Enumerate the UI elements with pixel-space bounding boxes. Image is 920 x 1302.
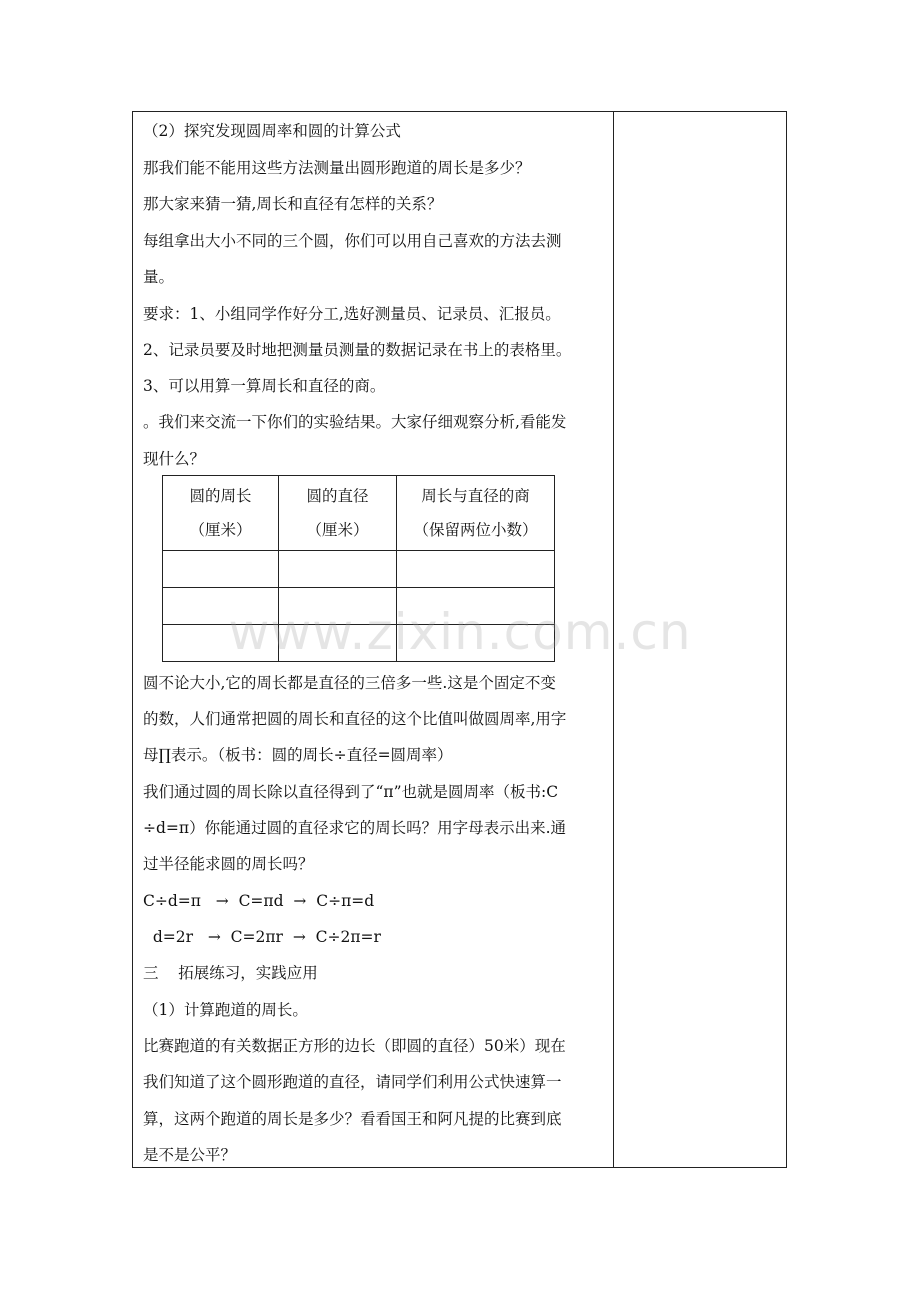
text-line: 我们通过圆的周长除以直径得到了“π”也就是圆周率（板书:C <box>143 783 559 801</box>
table-cell <box>279 551 397 588</box>
header-label: 圆的周长 <box>189 487 252 505</box>
header-unit: （厘米） <box>189 521 252 539</box>
text-line: 量。 <box>143 268 175 286</box>
text-line: ÷d=π）你能通过圆的直径求它的周长吗？用字母表示出来.通 <box>143 819 567 837</box>
exercise-heading: （1）计算跑道的周长。 <box>143 1001 308 1019</box>
formula-line: C÷d=π → C=πd → C÷π=d <box>143 892 375 910</box>
header-cell-quotient <box>397 476 555 551</box>
text-line: 圆不论大小,它的周长都是直径的三倍多一些.这是个固定不变 <box>143 674 556 692</box>
requirement-line: 2、记录员要及时地把测量员测量的数据记录在书上的表格里。 <box>143 341 572 359</box>
table-cell <box>279 588 397 625</box>
text-line: 那大家来猜一猜,周长和直径有怎样的关系？ <box>143 195 443 213</box>
watermark: www.zixin.com.cn <box>228 603 692 661</box>
text-line: 比赛跑道的有关数据正方形的边长（即圆的直径）50米）现在 <box>143 1037 566 1055</box>
text-line: 。我们来交流一下你们的实验结果。大家仔细观察分析,看能发 <box>143 413 567 431</box>
text-line: 是不是公平？ <box>143 1146 237 1164</box>
text-line: 母∏表示。（板书：圆的周长÷直径=圆周率） <box>143 746 453 764</box>
header-label: 周长与直径的商 <box>421 487 530 505</box>
column-divider <box>613 112 614 1167</box>
text-line: 那我们能不能用这些方法测量出圆形跑道的周长是多少？ <box>143 159 531 177</box>
table-cell <box>397 588 555 625</box>
header-unit: （保留两位小数） <box>413 521 538 539</box>
table-cell <box>163 588 279 625</box>
requirement-line: 要求：1、小组同学作好分工,选好测量员、记录员、汇报员。 <box>143 305 561 323</box>
lesson-plan-table <box>132 111 787 1168</box>
table-row <box>163 551 555 588</box>
section-heading-practice: 三 拓展练习，实践应用 <box>143 964 318 982</box>
header-cell-circumference <box>163 476 279 551</box>
table-row <box>163 625 555 662</box>
text-line: 现什么？ <box>143 450 206 468</box>
header-label: 圆的直径 <box>306 487 369 505</box>
table-cell <box>279 625 397 662</box>
text-line: 过半径能求圆的周长吗？ <box>143 855 314 873</box>
text-line: 每组拿出大小不同的三个圆，你们可以用自己喜欢的方法去测 <box>143 232 562 250</box>
header-unit: （厘米） <box>306 521 369 539</box>
header-cell-diameter <box>279 476 397 551</box>
table-cell <box>397 625 555 662</box>
table-cell <box>163 625 279 662</box>
text-line: 的数，人们通常把圆的周长和直径的这个比值叫做圆周率,用字 <box>143 710 567 728</box>
table-header-row <box>163 476 555 551</box>
table-row <box>163 588 555 625</box>
text-line: 我们知道了这个圆形跑道的直径，请同学们利用公式快速算一 <box>143 1073 562 1091</box>
table-cell <box>397 551 555 588</box>
requirement-line: 3、可以用算一算周长和直径的商。 <box>143 377 386 395</box>
formula-line: d=2r → C=2πr → C÷2π=r <box>143 928 381 946</box>
table-cell <box>163 551 279 588</box>
measurement-table <box>162 475 555 662</box>
text-line: 算，这两个跑道的周长是多少？看看国王和阿凡提的比赛到底 <box>143 1110 562 1128</box>
section-heading-explore: （2）探究发现圆周率和圆的计算公式 <box>143 122 401 140</box>
